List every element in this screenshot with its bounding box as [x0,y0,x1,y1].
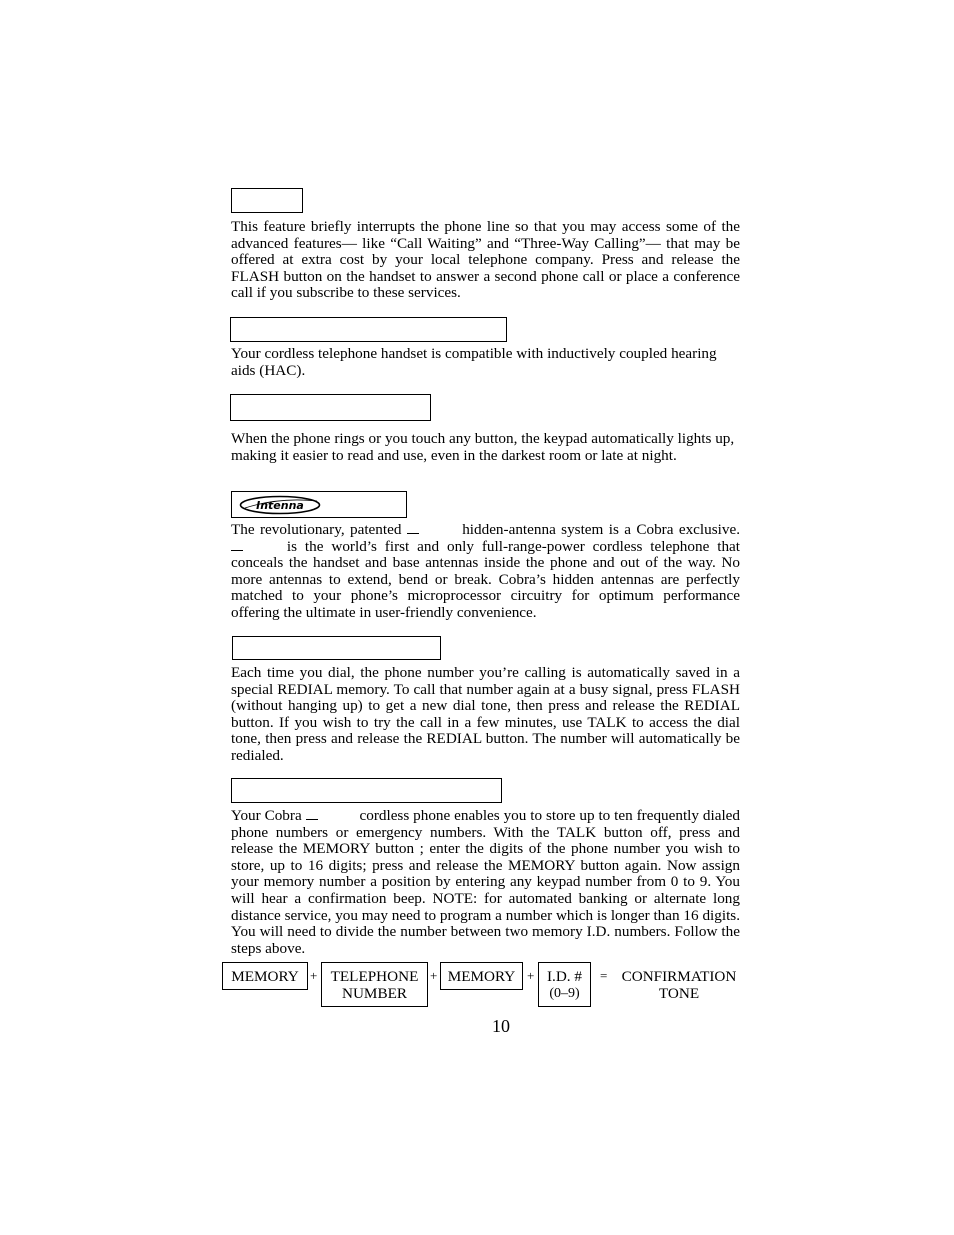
antenna-text-mid: hidden-antenna system is a Cobra exclusive. [462,521,740,538]
memory-heading-box [231,778,502,803]
flow-result-confirmation-tone: CONFIRMATION TONE [621,968,737,1002]
memory-text-rest: cordless phone enables you to store up to ten frequently dialed phone numbers or emergency numbers. With the TALK button off, press and release the MEMORY button ; enter the digits of the phone number you wish to store, up to 16 digits; press and release the MEMORY button again. Now assign your memory number a position by entering any keypad number from 0 to 9. You will hear a confirmation beep. NOTE: for automated banking or alternate long distance service, you may need to program a number which is longer than 16 digits. You will need to divide the number between two memory I.D. numbers. Follow the steps above. [231,807,740,957]
svg-text:Intenna: Intenna [256,499,304,512]
product-name-blank [306,808,318,820]
flow-step-memory-again: MEMORY [440,962,523,990]
flow-plus: + [310,968,318,983]
antenna-text-rest: is the world’s first and only full-range-power cordless telephone that conceals the handset and base antennas inside the phone and out of the way. No more antennas to extend, bend or break. Cobra’s hidden antennas are perfectly matched to your phone’s microprocessor circuitry for optimum performance offering the ultimate in user-friendly convenience. [231,537,740,621]
page-number: 10 [492,1016,510,1036]
hearing-aid-paragraph: Your cordless telephone handset is compatible with inductively coupled hearing aids (HAC). [231,345,717,379]
lighted-keypad-paragraph: When the phone rings or you touch any button, the keypad automatically lights up, making it easier to read and use, even in the darkest room or late at night. [231,430,735,464]
flow-plus: + [527,968,535,983]
flow-equals: = [600,968,608,983]
memory-programming-flow [0,962,954,1008]
flow-step-id-number: I.D. # (0–9) [538,962,591,1007]
hearing-aid-heading-box [230,317,507,342]
antenna-paragraph [231,522,740,622]
antenna-text-intro: The revolutionary, patented [231,521,402,538]
redial-paragraph: Each time you dial, the phone number you’re calling is automatically saved in a special REDIAL memory. To call that number again at a busy signal, press FLASH (without hanging up) to get a new dial tone, then press and release the REDIAL button. If you wish to try the call in a few minutes, use TALK to access the dial tone, then press and release the REDIAL button. The number will automatically be redialed. [231,664,740,764]
memory-text-intro: Your Cobra [231,807,302,824]
memory-paragraph [231,808,740,957]
antenna-heading-box [231,491,407,518]
flash-paragraph: This feature briefly interrupts the phone line so that you may access some of the advanced features— like “Call Waiting” and “Three-Way Calling”— that may be offered at extra cost by your local telephone company. Press and release the FLASH button on the handset to answer a second phone call or place a conference call if you subscribe to these services. [231,218,740,302]
intenna-logo [239,495,321,515]
flow-step-telephone-number: TELEPHONE NUMBER [321,962,428,1007]
lighted-keypad-heading-box [230,394,431,421]
product-name-blank [231,539,243,551]
flow-step-memory: MEMORY [222,962,308,990]
flow-plus: + [430,968,438,983]
flash-heading-box [231,188,303,213]
product-name-blank [407,522,419,534]
redial-heading-box [232,636,441,660]
